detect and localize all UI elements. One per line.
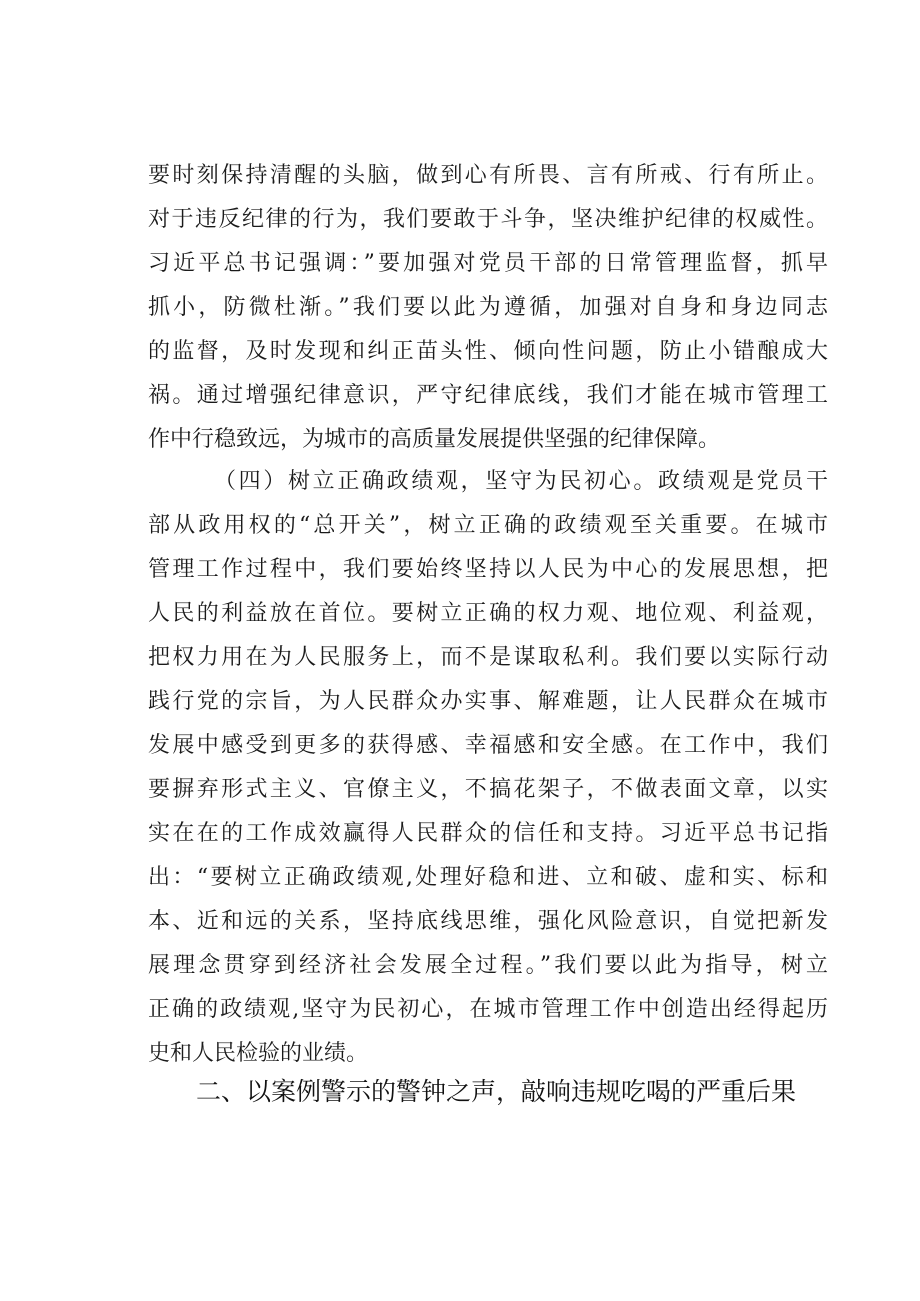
paragraph-line: 部从政用权的“总开关”，树立正确的政绩观至关重要。在城市 [148,513,828,538]
paragraph-line: 习近平总书记强调：”要加强对党员干部的日常管理监督，抓早 [148,251,828,276]
paragraph-line: 的监督，及时发现和纠正苗头性、倾向性问题，防止小错酿成大 [148,339,828,364]
paragraph-line: 践行党的宗旨，为人民群众办实事、解难题，让人民群众在城市 [148,689,828,714]
paragraph-line: 抓小，防微杜渐。”我们要以此为遵循，加强对自身和身边同志 [148,295,828,320]
paragraph-line-indented: （四）树立正确政绩观，坚守为民初心。政绩观是党员干 [214,469,828,494]
paragraph-line: 史和人民检验的业绩。 [148,1041,369,1066]
paragraph-line: 正确的政绩观,坚守为民初心，在城市管理工作中创造出经得起历 [148,997,828,1022]
paragraph-line: 人民的利益放在首位。要树立正确的权力观、地位观、利益观， [148,601,828,626]
paragraph-line: 对于违反纪律的行为，我们要敢于斗争，坚决维护纪律的权威性。 [148,207,828,232]
paragraph-line: 实在在的工作成效赢得人民群众的信任和支持。习近平总书记指 [148,821,828,846]
paragraph-discipline [148,154,828,462]
paragraph-line: 作中行稳致远，为城市的高质量发展提供坚强的纪律保障。 [148,427,721,452]
paragraph-line: 把权力用在为人民服务上，而不是谋取私利。我们要以实际行动 [148,645,828,670]
paragraph-line: 本、近和远的关系，坚持底线思维，强化风险意识，自觉把新发 [148,909,828,934]
paragraph-performance-view [148,460,828,1076]
section-heading: 二、以案例警示的警钟之声，敲响违规吃喝的严重后果 [196,1077,797,1106]
paragraph-line: 展理念贯穿到经济社会发展全过程。”我们要以此为指导，树立 [148,953,828,978]
paragraph-line: 出：“要树立正确政绩观,处理好稳和进、立和破、虚和实、标和 [148,865,828,890]
paragraph-line: 要摒弃形式主义、官僚主义，不搞花架子，不做表面文章，以实 [148,777,828,802]
paragraph-line: 管理工作过程中，我们要始终坚持以人民为中心的发展思想，把 [148,557,828,582]
paragraph-line: 发展中感受到更多的获得感、幸福感和安全感。在工作中，我们 [148,733,828,758]
paragraph-line: 祸。通过增强纪律意识，严守纪律底线，我们才能在城市管理工 [148,383,828,408]
paragraph-line: 要时刻保持清醒的头脑，做到心有所畏、言有所戒、行有所止。 [148,163,828,188]
